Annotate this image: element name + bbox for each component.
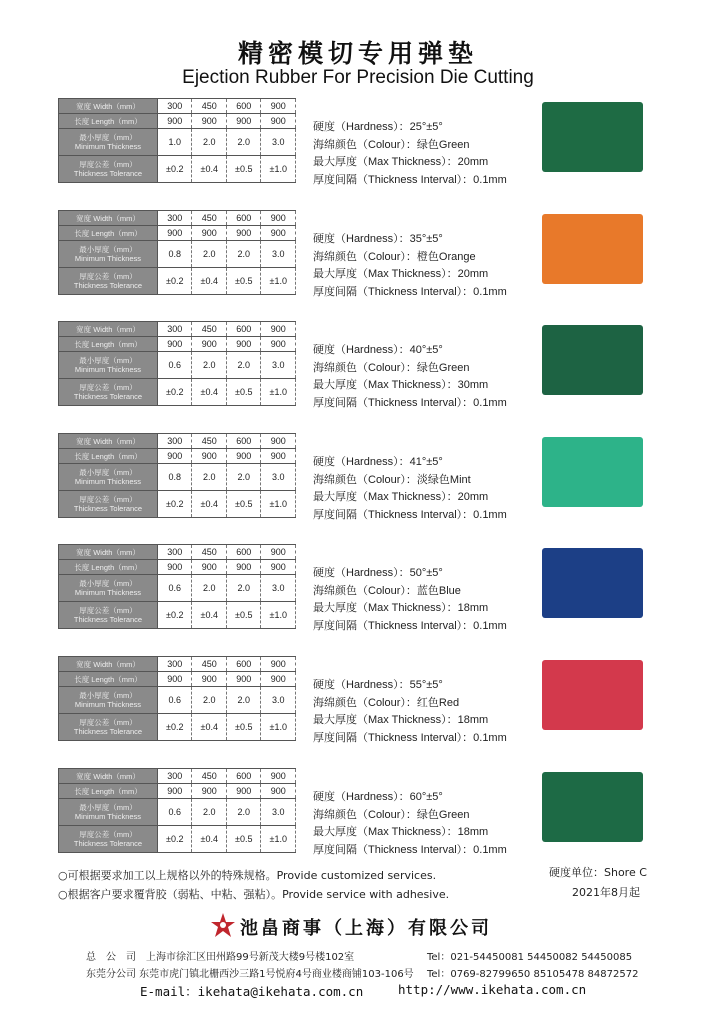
width-label: 宽度 Width（mm） bbox=[59, 99, 158, 114]
min-thickness-label-cn: 最小厚度（mm） bbox=[79, 468, 137, 477]
tolerance-cell: ±1.0 bbox=[261, 268, 296, 295]
min-thickness-cell: 2.0 bbox=[226, 687, 261, 714]
min-thickness-cell: 2.0 bbox=[192, 687, 227, 714]
min-thickness-label-en: Minimum Thickness bbox=[74, 588, 142, 597]
length-label: 长度 Length（mm） bbox=[59, 114, 158, 129]
hardness-text: 硬度（Hardness）：25°±5° bbox=[313, 121, 443, 133]
width-label: 宽度 Width（mm） bbox=[59, 657, 158, 672]
tolerance-label bbox=[59, 491, 158, 518]
min-thickness-cell: 0.8 bbox=[157, 241, 192, 268]
email-link[interactable]: E-mail：ikehata@ikehata.com.cn bbox=[140, 984, 364, 999]
width-cell: 900 bbox=[261, 211, 296, 226]
tolerance-cell: ±1.0 bbox=[261, 714, 296, 741]
tolerance-label-cn: 厚度公差（mm） bbox=[79, 383, 137, 392]
min-thickness-cell: 2.0 bbox=[192, 575, 227, 602]
colour-text: 海绵颜色（Colour）：红色Red bbox=[313, 696, 460, 709]
width-cell: 300 bbox=[157, 434, 192, 449]
colour-text: 海绵颜色（Colour）：蓝色Blue bbox=[313, 584, 461, 597]
width-cell: 600 bbox=[226, 99, 261, 114]
branch-tel: Tel：0769-82799650 85105478 84872572 bbox=[427, 969, 639, 980]
min-thickness-cell: 2.0 bbox=[226, 352, 261, 379]
length-label: 长度 Length（mm） bbox=[59, 560, 158, 575]
product-properties bbox=[313, 342, 507, 412]
thickness-interval-text: 厚度间隔（Thickness Interval）：0.1mm bbox=[313, 508, 507, 521]
length-cell: 900 bbox=[192, 784, 227, 799]
min-thickness-label bbox=[59, 241, 158, 268]
width-cell: 900 bbox=[261, 769, 296, 784]
min-thickness-label bbox=[59, 687, 158, 714]
tolerance-cell: ±1.0 bbox=[261, 156, 296, 183]
tolerance-cell: ±1.0 bbox=[261, 379, 296, 406]
tolerance-label bbox=[59, 826, 158, 853]
thickness-interval-text: 厚度间隔（Thickness Interval）：0.1mm bbox=[313, 843, 507, 856]
min-thickness-cell: 0.6 bbox=[157, 575, 192, 602]
width-cell: 600 bbox=[226, 434, 261, 449]
width-cell: 450 bbox=[192, 434, 227, 449]
colour-swatch bbox=[542, 548, 643, 618]
width-cell: 300 bbox=[157, 769, 192, 784]
length-cell: 900 bbox=[157, 226, 192, 241]
length-row bbox=[59, 337, 296, 352]
thickness-interval-text: 厚度间隔（Thickness Interval）：0.1mm bbox=[313, 619, 507, 632]
tolerance-row bbox=[59, 268, 296, 295]
width-cell: 600 bbox=[226, 657, 261, 672]
width-label: 宽度 Width（mm） bbox=[59, 211, 158, 226]
width-label: 宽度 Width（mm） bbox=[59, 769, 158, 784]
min-thickness-cell: 0.6 bbox=[157, 687, 192, 714]
spec-table bbox=[58, 768, 296, 853]
min-thickness-label-cn: 最小厚度（mm） bbox=[79, 356, 137, 365]
tolerance-label-cn: 厚度公差（mm） bbox=[79, 495, 137, 504]
min-thickness-row bbox=[59, 129, 296, 156]
min-thickness-cell: 2.0 bbox=[192, 241, 227, 268]
width-row bbox=[59, 322, 296, 337]
hardness-text: 硬度（Hardness）：50°±5° bbox=[313, 567, 443, 579]
spec-table bbox=[58, 656, 296, 741]
tolerance-cell: ±0.5 bbox=[226, 491, 261, 518]
length-cell: 900 bbox=[226, 784, 261, 799]
width-cell: 450 bbox=[192, 769, 227, 784]
width-cell: 900 bbox=[261, 545, 296, 560]
length-label: 长度 Length（mm） bbox=[59, 337, 158, 352]
length-label: 长度 Length（mm） bbox=[59, 449, 158, 464]
tolerance-cell: ±0.5 bbox=[226, 156, 261, 183]
min-thickness-cell: 2.0 bbox=[226, 241, 261, 268]
tolerance-cell: ±0.2 bbox=[157, 714, 192, 741]
length-cell: 900 bbox=[192, 560, 227, 575]
length-row bbox=[59, 226, 296, 241]
colour-text: 海绵颜色（Colour）：橙色Orange bbox=[313, 250, 476, 263]
tolerance-row bbox=[59, 602, 296, 629]
product-block bbox=[58, 321, 658, 419]
length-cell: 900 bbox=[261, 672, 296, 687]
length-cell: 900 bbox=[226, 114, 261, 129]
tolerance-label bbox=[59, 268, 158, 295]
tolerance-label-cn: 厚度公差（mm） bbox=[79, 830, 137, 839]
product-block bbox=[58, 98, 658, 196]
tolerance-row bbox=[59, 379, 296, 406]
min-thickness-cell: 3.0 bbox=[261, 352, 296, 379]
length-cell: 900 bbox=[226, 560, 261, 575]
colour-swatch bbox=[542, 660, 643, 730]
tolerance-cell: ±0.4 bbox=[192, 491, 227, 518]
width-row bbox=[59, 545, 296, 560]
tolerance-label-en: Thickness Tolerance bbox=[73, 727, 143, 736]
min-thickness-row bbox=[59, 241, 296, 268]
spec-table bbox=[58, 98, 296, 183]
length-label: 长度 Length（mm） bbox=[59, 784, 158, 799]
width-row bbox=[59, 657, 296, 672]
length-cell: 900 bbox=[157, 114, 192, 129]
note-adhesive: ○根据客户要求覆背胶（弱粘、中粘、强粘）。Provide service with adhesive. bbox=[58, 888, 450, 901]
spec-table bbox=[58, 210, 296, 295]
width-label: 宽度 Width（mm） bbox=[59, 545, 158, 560]
tolerance-cell: ±1.0 bbox=[261, 826, 296, 853]
tolerance-cell: ±1.0 bbox=[261, 602, 296, 629]
length-cell: 900 bbox=[261, 560, 296, 575]
tolerance-cell: ±0.4 bbox=[192, 602, 227, 629]
max-thickness-text: 最大厚度（Max Thickness）：20mm bbox=[313, 156, 489, 169]
tolerance-cell: ±0.4 bbox=[192, 379, 227, 406]
width-row bbox=[59, 99, 296, 114]
colour-swatch bbox=[542, 102, 643, 172]
tolerance-label-cn: 厚度公差（mm） bbox=[79, 606, 137, 615]
thickness-interval-text: 厚度间隔（Thickness Interval）：0.1mm bbox=[313, 285, 507, 298]
min-thickness-cell: 2.0 bbox=[226, 799, 261, 826]
width-cell: 450 bbox=[192, 657, 227, 672]
tolerance-cell: ±1.0 bbox=[261, 491, 296, 518]
width-cell: 600 bbox=[226, 322, 261, 337]
max-thickness-text: 最大厚度（Max Thickness）：18mm bbox=[313, 826, 489, 839]
website-link[interactable]: http://www.ikehata.com.cn bbox=[398, 982, 587, 997]
width-cell: 300 bbox=[157, 211, 192, 226]
length-cell: 900 bbox=[192, 226, 227, 241]
tolerance-cell: ±0.2 bbox=[157, 379, 192, 406]
max-thickness-text: 最大厚度（Max Thickness）：18mm bbox=[313, 714, 489, 727]
company-logo-icon bbox=[210, 912, 236, 938]
tolerance-cell: ±0.4 bbox=[192, 826, 227, 853]
tolerance-label-en: Thickness Tolerance bbox=[73, 615, 143, 624]
width-cell: 300 bbox=[157, 545, 192, 560]
tolerance-cell: ±0.4 bbox=[192, 156, 227, 183]
length-row bbox=[59, 784, 296, 799]
min-thickness-cell: 0.8 bbox=[157, 464, 192, 491]
width-row bbox=[59, 211, 296, 226]
min-thickness-row bbox=[59, 799, 296, 826]
tolerance-row bbox=[59, 156, 296, 183]
colour-text: 海绵颜色（Colour）：淡绿色Mint bbox=[313, 473, 471, 486]
product-properties bbox=[313, 789, 507, 859]
length-row bbox=[59, 449, 296, 464]
hardness-text: 硬度（Hardness）：40°±5° bbox=[313, 344, 443, 356]
colour-swatch bbox=[542, 772, 643, 842]
width-cell: 900 bbox=[261, 322, 296, 337]
note-custom: ○可根据要求加工以上规格以外的特殊规格。Provide customized services. bbox=[58, 869, 437, 882]
tolerance-cell: ±0.5 bbox=[226, 714, 261, 741]
min-thickness-row bbox=[59, 575, 296, 602]
length-row bbox=[59, 114, 296, 129]
width-cell: 600 bbox=[226, 211, 261, 226]
product-properties bbox=[313, 454, 507, 524]
min-thickness-label bbox=[59, 129, 158, 156]
tolerance-label bbox=[59, 714, 158, 741]
product-properties bbox=[313, 231, 507, 301]
length-row bbox=[59, 672, 296, 687]
tolerance-label-en: Thickness Tolerance bbox=[73, 839, 143, 848]
length-cell: 900 bbox=[192, 337, 227, 352]
length-cell: 900 bbox=[226, 226, 261, 241]
colour-swatch bbox=[542, 325, 643, 395]
length-cell: 900 bbox=[261, 784, 296, 799]
tolerance-cell: ±0.5 bbox=[226, 602, 261, 629]
tolerance-row bbox=[59, 714, 296, 741]
max-thickness-text: 最大厚度（Max Thickness）：18mm bbox=[313, 602, 489, 615]
min-thickness-label bbox=[59, 352, 158, 379]
min-thickness-cell: 1.0 bbox=[157, 129, 192, 156]
product-block bbox=[58, 656, 658, 754]
min-thickness-label bbox=[59, 799, 158, 826]
length-cell: 900 bbox=[157, 337, 192, 352]
colour-text: 海绵颜色（Colour）：绿色Green bbox=[313, 808, 470, 821]
tolerance-cell: ±0.4 bbox=[192, 268, 227, 295]
tolerance-row bbox=[59, 491, 296, 518]
width-cell: 450 bbox=[192, 322, 227, 337]
length-cell: 900 bbox=[226, 337, 261, 352]
colour-text: 海绵颜色（Colour）：绿色Green bbox=[313, 138, 470, 151]
tolerance-cell: ±0.2 bbox=[157, 602, 192, 629]
thickness-interval-text: 厚度间隔（Thickness Interval）：0.1mm bbox=[313, 173, 507, 186]
length-cell: 900 bbox=[157, 672, 192, 687]
hardness-text: 硬度（Hardness）：60°±5° bbox=[313, 791, 443, 803]
tolerance-label-cn: 厚度公差（mm） bbox=[79, 160, 137, 169]
length-cell: 900 bbox=[261, 449, 296, 464]
min-thickness-cell: 2.0 bbox=[192, 129, 227, 156]
min-thickness-label bbox=[59, 575, 158, 602]
length-cell: 900 bbox=[261, 226, 296, 241]
min-thickness-cell: 2.0 bbox=[192, 464, 227, 491]
tolerance-cell: ±0.5 bbox=[226, 379, 261, 406]
tolerance-cell: ±0.2 bbox=[157, 268, 192, 295]
tolerance-cell: ±0.4 bbox=[192, 714, 227, 741]
max-thickness-text: 最大厚度（Max Thickness）：30mm bbox=[313, 379, 489, 392]
product-properties bbox=[313, 119, 507, 189]
width-cell: 450 bbox=[192, 211, 227, 226]
width-cell: 900 bbox=[261, 434, 296, 449]
colour-swatch bbox=[542, 214, 643, 284]
length-cell: 900 bbox=[157, 560, 192, 575]
min-thickness-row bbox=[59, 352, 296, 379]
hardness-text: 硬度（Hardness）：55°±5° bbox=[313, 679, 443, 691]
width-label: 宽度 Width（mm） bbox=[59, 322, 158, 337]
tolerance-label bbox=[59, 156, 158, 183]
hq-address: 总 公 司 上海市徐汇区田州路99号新茂大楼9号楼102室 bbox=[86, 952, 355, 963]
width-cell: 600 bbox=[226, 769, 261, 784]
tolerance-label-cn: 厚度公差（mm） bbox=[79, 272, 137, 281]
length-cell: 900 bbox=[261, 337, 296, 352]
tolerance-label-en: Thickness Tolerance bbox=[73, 281, 143, 290]
max-thickness-text: 最大厚度（Max Thickness）：20mm bbox=[313, 491, 489, 504]
min-thickness-cell: 2.0 bbox=[226, 129, 261, 156]
width-cell: 450 bbox=[192, 99, 227, 114]
length-cell: 900 bbox=[192, 449, 227, 464]
min-thickness-row bbox=[59, 464, 296, 491]
length-cell: 900 bbox=[192, 672, 227, 687]
spec-table bbox=[58, 433, 296, 518]
tolerance-label-en: Thickness Tolerance bbox=[73, 504, 143, 513]
hardness-unit: 硬度单位：Shore C bbox=[549, 866, 647, 879]
product-block bbox=[58, 544, 658, 642]
width-cell: 450 bbox=[192, 545, 227, 560]
min-thickness-label-en: Minimum Thickness bbox=[74, 812, 142, 821]
page-title: 精密模切专用弹垫 bbox=[237, 39, 478, 68]
min-thickness-cell: 3.0 bbox=[261, 575, 296, 602]
hardness-text: 硬度（Hardness）：41°±5° bbox=[313, 456, 443, 468]
tolerance-cell: ±0.5 bbox=[226, 826, 261, 853]
colour-text: 海绵颜色（Colour）：绿色Green bbox=[313, 361, 470, 374]
tolerance-label-en: Thickness Tolerance bbox=[73, 169, 143, 178]
length-cell: 900 bbox=[261, 114, 296, 129]
max-thickness-text: 最大厚度（Max Thickness）：20mm bbox=[313, 268, 489, 281]
min-thickness-label-en: Minimum Thickness bbox=[74, 477, 142, 486]
length-label: 长度 Length（mm） bbox=[59, 226, 158, 241]
min-thickness-label-cn: 最小厚度（mm） bbox=[79, 803, 137, 812]
width-cell: 300 bbox=[157, 657, 192, 672]
min-thickness-label-cn: 最小厚度（mm） bbox=[79, 691, 137, 700]
width-cell: 300 bbox=[157, 99, 192, 114]
min-thickness-label-cn: 最小厚度（mm） bbox=[79, 245, 137, 254]
width-cell: 300 bbox=[157, 322, 192, 337]
width-row bbox=[59, 434, 296, 449]
thickness-interval-text: 厚度间隔（Thickness Interval）：0.1mm bbox=[313, 731, 507, 744]
company-header bbox=[210, 912, 520, 942]
min-thickness-cell: 3.0 bbox=[261, 464, 296, 491]
hq-tel: Tel：021-54450081 54450082 54450085 bbox=[427, 952, 633, 963]
hardness-text: 硬度（Hardness）：35°±5° bbox=[313, 233, 443, 245]
min-thickness-cell: 3.0 bbox=[261, 687, 296, 714]
width-row bbox=[59, 769, 296, 784]
min-thickness-cell: 2.0 bbox=[192, 799, 227, 826]
min-thickness-cell: 2.0 bbox=[226, 464, 261, 491]
product-properties bbox=[313, 677, 507, 747]
tolerance-cell: ±0.5 bbox=[226, 268, 261, 295]
page-subtitle: Ejection Rubber For Precision Die Cutting bbox=[182, 67, 534, 88]
tolerance-label bbox=[59, 379, 158, 406]
width-cell: 900 bbox=[261, 657, 296, 672]
length-cell: 900 bbox=[226, 449, 261, 464]
min-thickness-cell: 0.6 bbox=[157, 352, 192, 379]
width-cell: 600 bbox=[226, 545, 261, 560]
min-thickness-label-cn: 最小厚度（mm） bbox=[79, 133, 137, 142]
min-thickness-label-en: Minimum Thickness bbox=[74, 700, 142, 709]
min-thickness-cell: 3.0 bbox=[261, 129, 296, 156]
product-block bbox=[58, 210, 658, 308]
thickness-interval-text: 厚度间隔（Thickness Interval）：0.1mm bbox=[313, 396, 507, 409]
min-thickness-cell: 3.0 bbox=[261, 241, 296, 268]
length-cell: 900 bbox=[157, 449, 192, 464]
notes bbox=[58, 866, 449, 904]
company-name: 池畠商事（上海）有限公司 bbox=[240, 918, 492, 939]
product-block bbox=[58, 433, 658, 531]
length-label: 长度 Length（mm） bbox=[59, 672, 158, 687]
min-thickness-cell: 3.0 bbox=[261, 799, 296, 826]
effective-date: 2021年8月起 bbox=[572, 886, 640, 899]
min-thickness-row bbox=[59, 687, 296, 714]
tolerance-label bbox=[59, 602, 158, 629]
spec-table bbox=[58, 321, 296, 406]
min-thickness-cell: 0.6 bbox=[157, 799, 192, 826]
length-row bbox=[59, 560, 296, 575]
product-properties bbox=[313, 565, 507, 635]
tolerance-cell: ±0.2 bbox=[157, 826, 192, 853]
width-cell: 900 bbox=[261, 99, 296, 114]
min-thickness-label-cn: 最小厚度（mm） bbox=[79, 579, 137, 588]
branch-address: 东莞分公司 东莞市虎门镇北栅西沙三路1号悦府4号商业楼商铺103-106号 bbox=[86, 969, 414, 980]
min-thickness-label-en: Minimum Thickness bbox=[74, 365, 142, 374]
min-thickness-label-en: Minimum Thickness bbox=[74, 254, 142, 263]
tolerance-cell: ±0.2 bbox=[157, 491, 192, 518]
min-thickness-cell: 2.0 bbox=[192, 352, 227, 379]
length-cell: 900 bbox=[157, 784, 192, 799]
tolerance-label-en: Thickness Tolerance bbox=[73, 392, 143, 401]
length-cell: 900 bbox=[226, 672, 261, 687]
min-thickness-label bbox=[59, 464, 158, 491]
min-thickness-cell: 2.0 bbox=[226, 575, 261, 602]
tolerance-cell: ±0.2 bbox=[157, 156, 192, 183]
tolerance-row bbox=[59, 826, 296, 853]
min-thickness-label-en: Minimum Thickness bbox=[74, 142, 142, 151]
product-block bbox=[58, 768, 658, 866]
colour-swatch bbox=[542, 437, 643, 507]
tolerance-label-cn: 厚度公差（mm） bbox=[79, 718, 137, 727]
spec-table bbox=[58, 544, 296, 629]
length-cell: 900 bbox=[192, 114, 227, 129]
width-label: 宽度 Width（mm） bbox=[59, 434, 158, 449]
